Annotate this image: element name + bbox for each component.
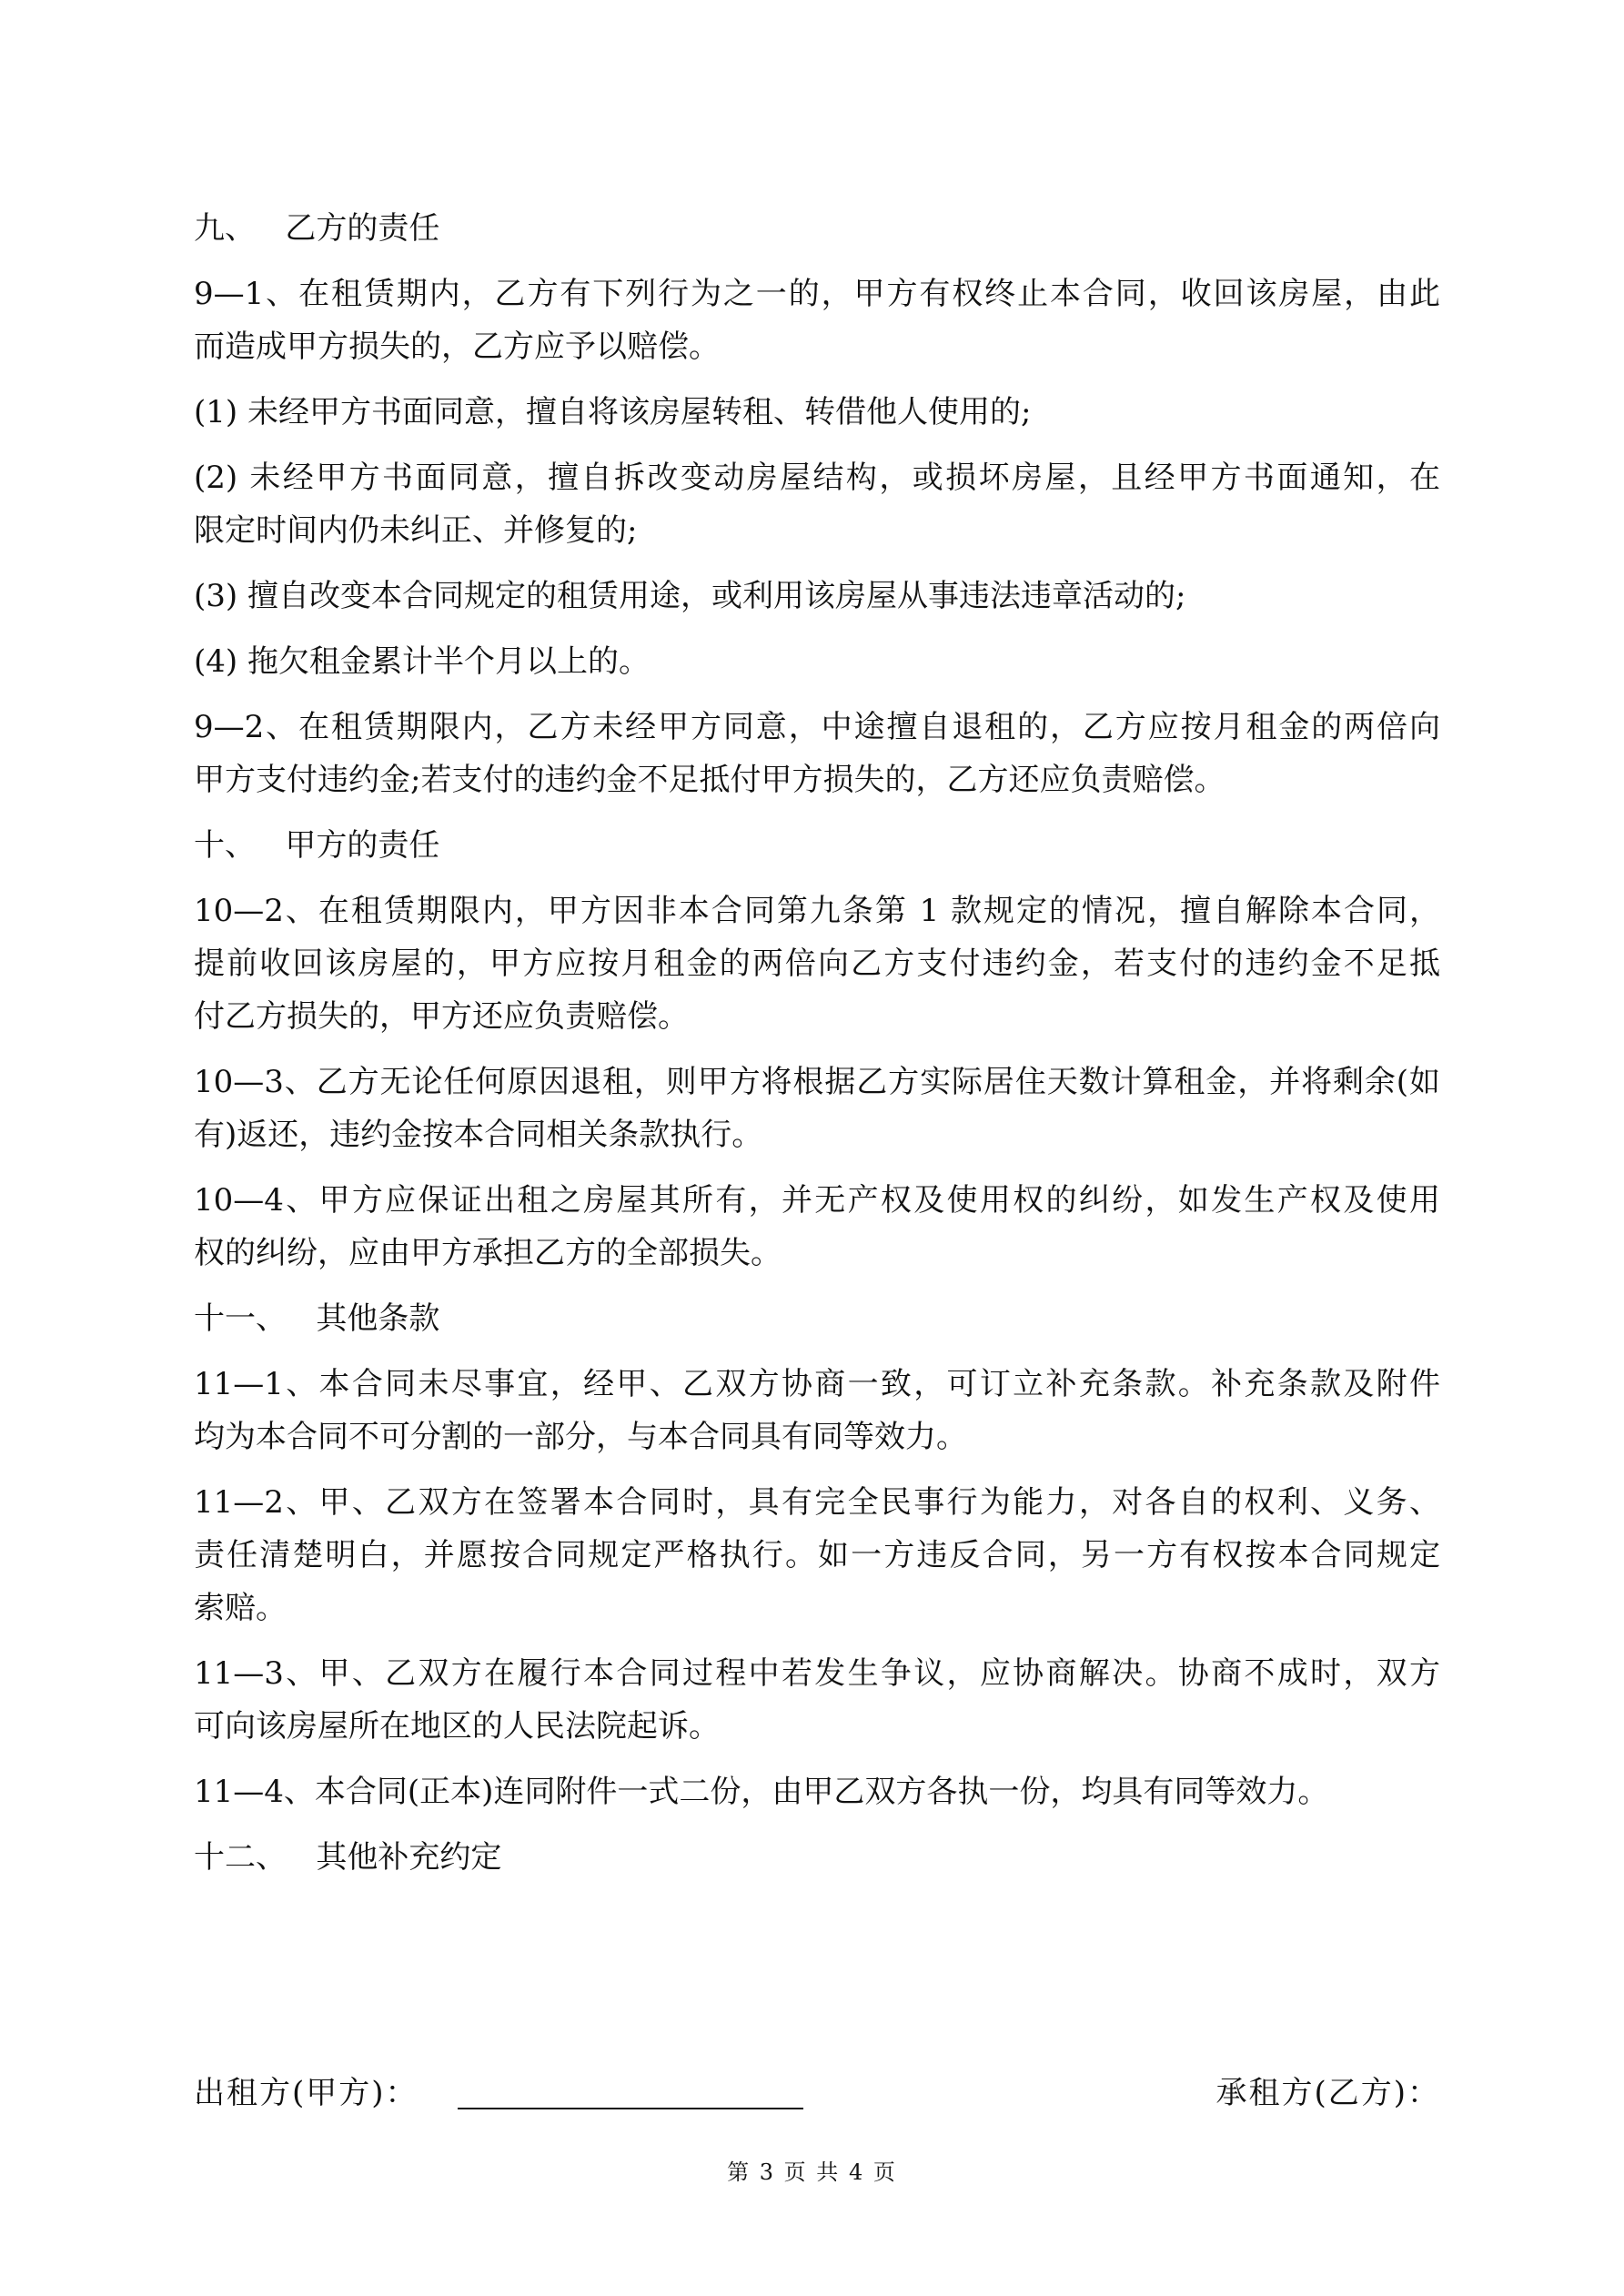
section-heading-9: 九、 乙方的责任 (194, 210, 440, 247)
clause-11-3-line-1: 11—3、甲、乙双方在履行本合同过程中若发生争议，应协商解决。协商不成时，双方 (194, 1655, 1440, 1692)
clause-10-2-line-3: 付乙方损失的，甲方还应负责赔偿。 (194, 998, 689, 1035)
clause-10-3-line-2: 有)返还，违约金按本合同相关条款执行。 (194, 1117, 763, 1153)
clause-9-2-line-2: 甲方支付违约金;若支付的违约金不足抵付甲方损失的，乙方还应负责赔偿。 (194, 762, 1226, 798)
signature-row (194, 2066, 1440, 2120)
clause-10-3-line-1: 10—3、乙方无论任何原因退租，则甲方将根据乙方实际居住天数计算租金，并将剩余(如 (194, 1064, 1440, 1100)
item-9-1-3: (3) 擅自改变本合同规定的租赁用途，或利用该房屋从事违法违章活动的; (194, 578, 1186, 614)
clause-11-2-line-1: 11—2、甲、乙双方在签署本合同时，具有完全民事行为能力，对各自的权利、义务、 (194, 1484, 1440, 1521)
clause-9-1-line-2: 而造成甲方损失的，乙方应予以赔偿。 (194, 329, 720, 365)
clause-11-1-line-2: 均为本合同不可分割的一部分，与本合同具有同等效力。 (194, 1419, 967, 1455)
section-heading-12: 十二、 其他补充约定 (194, 1839, 502, 1876)
clause-11-3-line-2: 可向该房屋所在地区的人民法院起诉。 (194, 1708, 720, 1745)
item-9-1-2-line-2: 限定时间内仍未纠正、并修复的; (194, 512, 638, 549)
clause-10-2-line-1: 10—2、在租赁期限内，甲方因非本合同第九条第 1 款规定的情况，擅自解除本合同， (194, 893, 1440, 929)
item-9-1-1: (1) 未经甲方书面同意，擅自将该房屋转租、转借他人使用的; (194, 394, 1032, 430)
clause-9-1-line-1: 9—1、在租赁期内，乙方有下列行为之一的，甲方有权终止本合同，收回该房屋，由此 (194, 276, 1440, 312)
page-footer: 第 3 页 共 4 页 (727, 2159, 897, 2185)
item-9-1-2-line-1: (2) 未经甲方书面同意，擅自拆改变动房屋结构，或损坏房屋，且经甲方书面通知，在 (194, 460, 1440, 496)
clause-10-4-line-1: 10—4、甲方应保证出租之房屋其所有，并无产权及使用权的纠纷，如发生产权及使用 (194, 1182, 1440, 1219)
section-heading-10: 十、 甲方的责任 (194, 827, 440, 864)
clause-9-2-line-1: 9—2、在租赁期限内，乙方未经甲方同意，中途擅自退租的，乙方应按月租金的两倍向 (194, 709, 1440, 745)
document-body (194, 202, 1440, 1884)
clause-11-4: 11—4、本合同(正本)连同附件一式二份，由甲乙双方各执一份，均具有同等效力。 (194, 1774, 1329, 1810)
clause-10-2-line-2: 提前收回该房屋的，甲方应按月租金的两倍向乙方支付违约金，若支付的违约金不足抵 (194, 946, 1440, 982)
lessee-signature-label: 承租方(乙方)： (1215, 2075, 1440, 2111)
clause-11-2-line-3: 索赔。 (194, 1590, 287, 1626)
lessor-signature-label: 出租方(甲方)： (194, 2075, 419, 2111)
lessor-signature-line (458, 2108, 803, 2109)
section-heading-11: 十一、 其他条款 (194, 1300, 440, 1337)
clause-10-4-line-2: 权的纠纷，应由甲方承担乙方的全部损失。 (194, 1235, 782, 1271)
item-9-1-4: (4) 拖欠租金累计半个月以上的。 (194, 643, 650, 680)
clause-11-2-line-2: 责任清楚明白，并愿按合同规定严格执行。如一方违反合同，另一方有权按本合同规定 (194, 1537, 1440, 1573)
clause-11-1-line-1: 11—1、本合同未尽事宜，经甲、乙双方协商一致，可订立补充条款。补充条款及附件 (194, 1366, 1440, 1402)
